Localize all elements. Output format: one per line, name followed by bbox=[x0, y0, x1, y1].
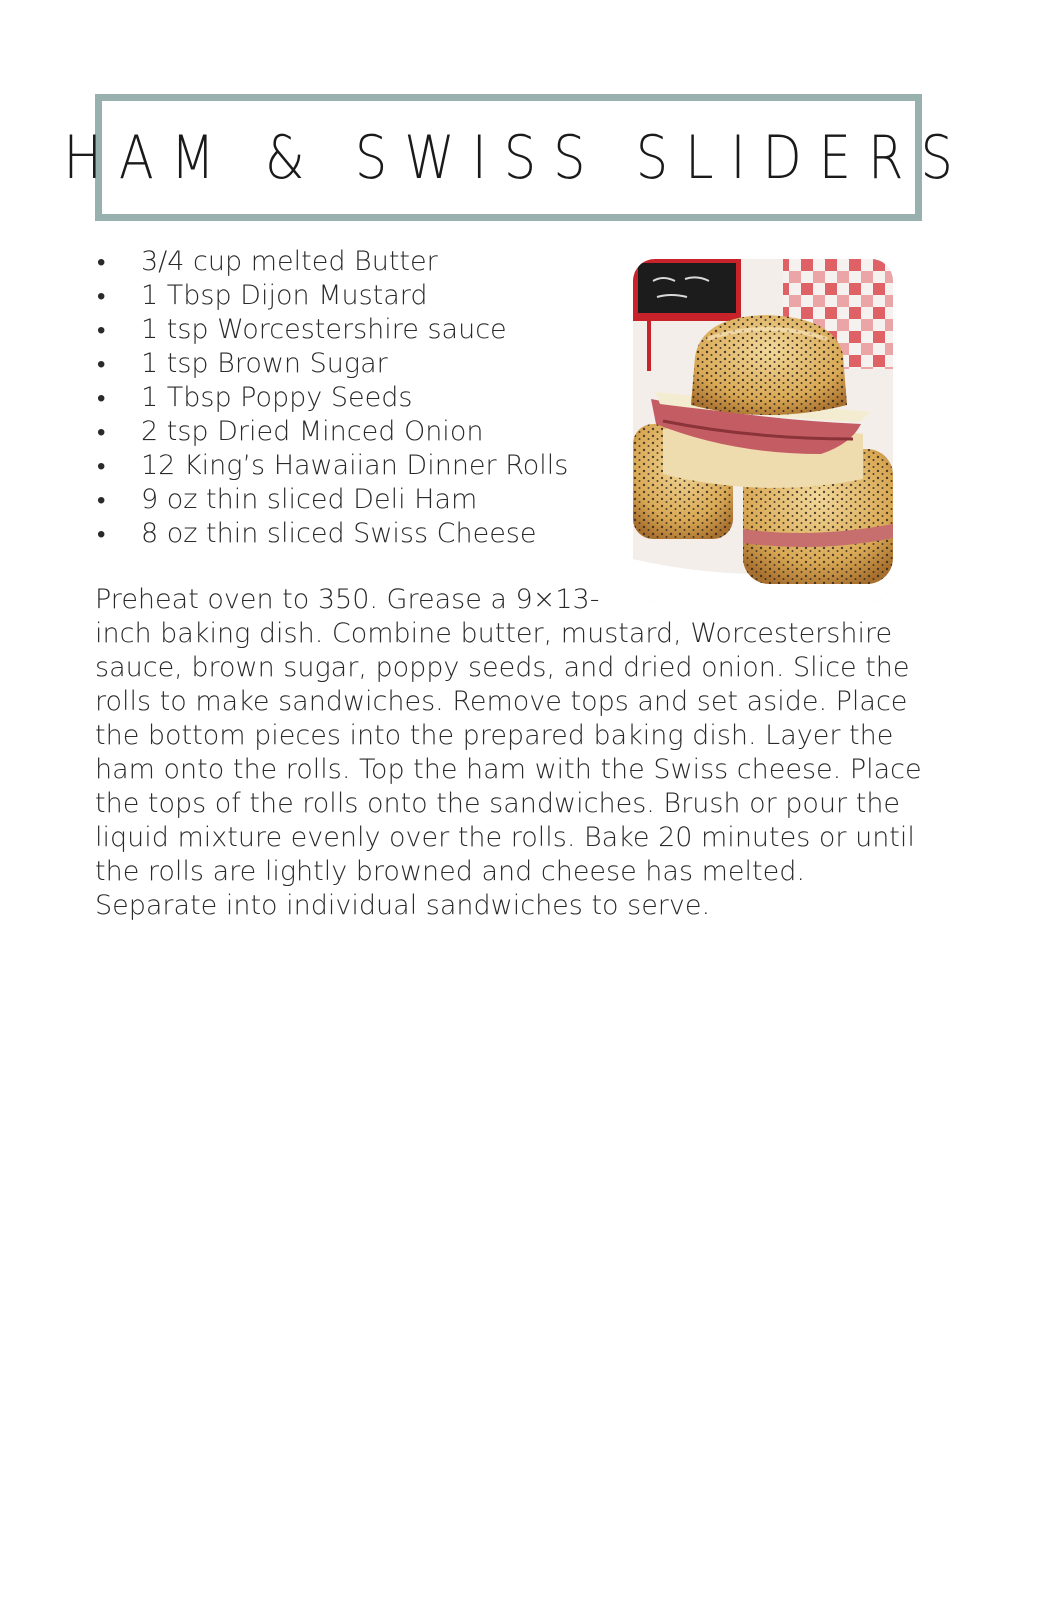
ingredient-item bbox=[95, 313, 625, 347]
bullet-icon: • bbox=[97, 486, 106, 514]
bullet-icon: • bbox=[97, 418, 106, 446]
directions-text bbox=[95, 583, 925, 923]
bullet-icon: • bbox=[97, 520, 106, 548]
ingredient-text: 1 Tbsp Poppy Seeds bbox=[141, 382, 413, 413]
ingredient-text: 12 King’s Hawaiian Dinner Rolls bbox=[141, 450, 569, 481]
directions-body: Preheat oven to 350. Grease a 9×13-inch baking dish. Combine butter, mustard, Worcestershire sauce, brown sugar, poppy seeds, and dried onion. Slice the rolls to make sandwiches. Remove tops and set aside. Place the bottom pieces into the prepared baking dish. Layer the ham onto the rolls. Top the ham with the Swiss cheese. Place the tops of the rolls onto the sandwiches. Brush or pour the liquid mixture evenly over the rolls. Bake 20 minutes or until the rolls are lightly browned and cheese has melted. Separate into individual sandwiches to serve. bbox=[95, 584, 922, 921]
ingredient-text: 9 oz thin sliced Deli Ham bbox=[141, 484, 478, 515]
ingredient-text: 3/4 cup melted Butter bbox=[141, 246, 438, 277]
title-box bbox=[63, 94, 971, 221]
ingredient-text: 8 oz thin sliced Swiss Cheese bbox=[141, 518, 537, 549]
ingredient-text: 1 Tbsp Dijon Mustard bbox=[141, 280, 428, 311]
recipe-title: HAM & SWISS SLIDERS bbox=[63, 122, 971, 193]
photo-spacer bbox=[620, 583, 925, 611]
ingredient-item bbox=[95, 517, 625, 551]
ingredient-item bbox=[95, 245, 625, 279]
bullet-icon: • bbox=[97, 384, 106, 412]
ingredient-text: 1 tsp Brown Sugar bbox=[141, 348, 388, 379]
slider-photo bbox=[633, 259, 893, 601]
bullet-icon: • bbox=[97, 282, 106, 310]
ingredient-item bbox=[95, 415, 625, 449]
ingredient-item bbox=[95, 483, 625, 517]
ingredient-item bbox=[95, 381, 625, 415]
bullet-icon: • bbox=[97, 452, 106, 480]
ingredient-item bbox=[95, 347, 625, 381]
bullet-icon: • bbox=[97, 316, 106, 344]
bullet-icon: • bbox=[97, 350, 106, 378]
ingredient-list bbox=[95, 245, 625, 551]
ingredient-item bbox=[95, 449, 625, 483]
ingredient-text: 1 tsp Worcestershire sauce bbox=[141, 314, 507, 345]
ingredient-text: 2 tsp Dried Minced Onion bbox=[141, 416, 484, 447]
bullet-icon: • bbox=[97, 248, 106, 276]
ingredient-item bbox=[95, 279, 625, 313]
